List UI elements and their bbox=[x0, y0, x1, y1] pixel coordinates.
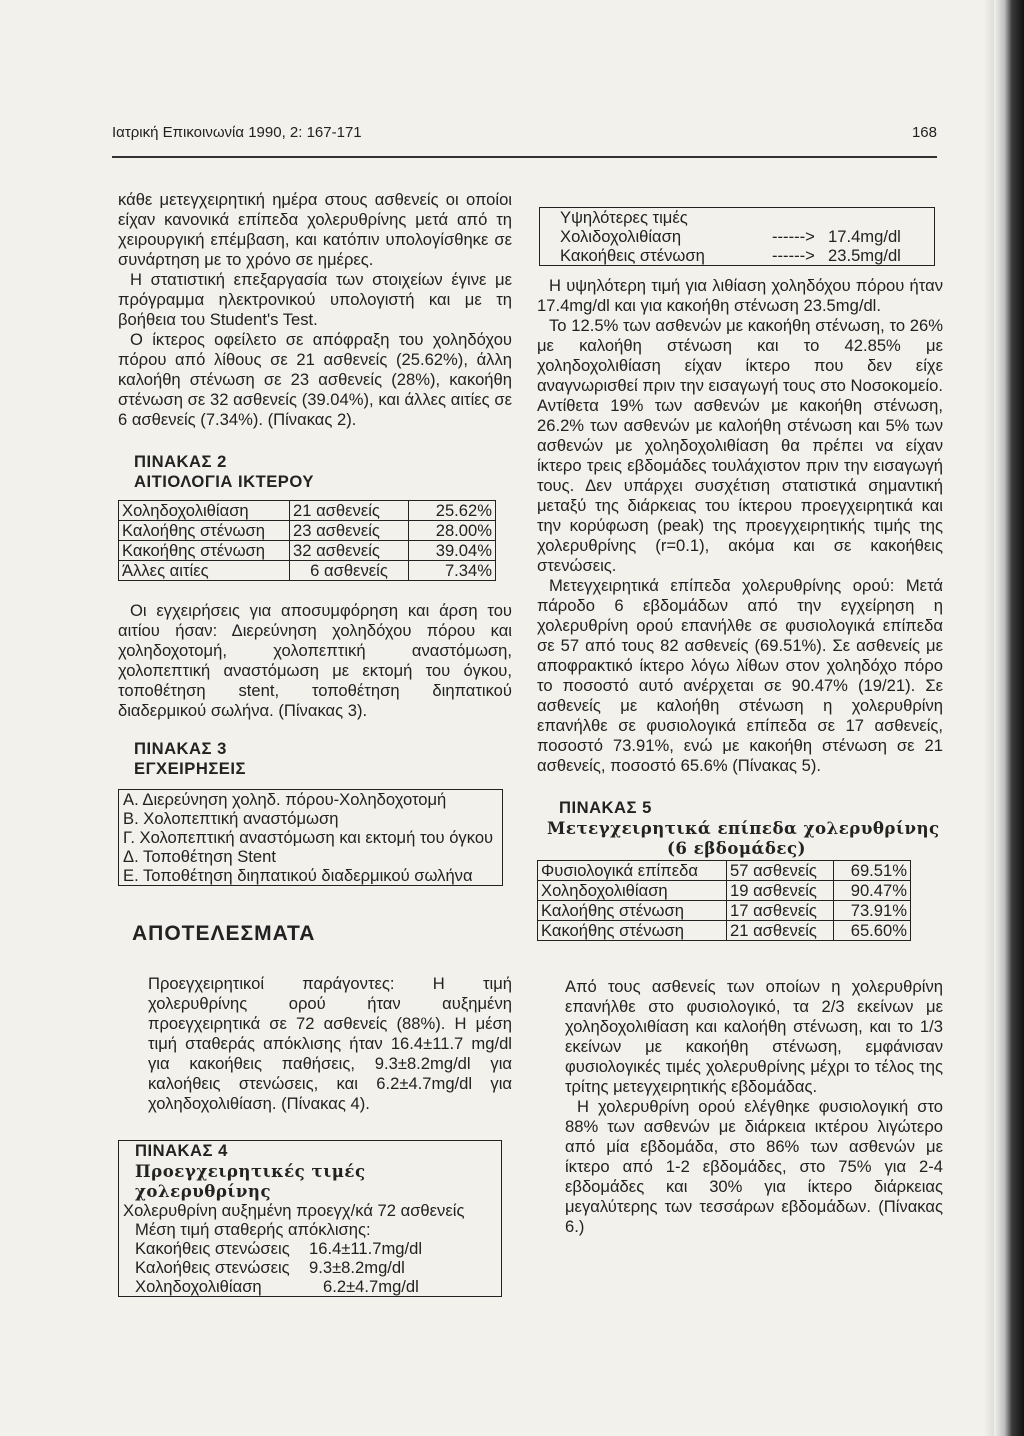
paragraph: κάθε μετεγχειρητική ημέρα στους ασθενείς οι οποίοι είχαν κανονικά επίπεδα χολερυθρίνης μετά από τη χειρουργική επέμβαση, και κατόπιν υπολογίσθηκε σε συνάρτηση με το χρόνο σε ημέρες. bbox=[118, 190, 512, 269]
paragraph: Προεγχειρητικοί παράγοντες: Η τιμή χολερυθρίνης ορού ήταν αυξημένη προεγχειρητικά σε 72 ασθενείς (88%). Η μέση τιμή σταθεράς απόκλισης ήταν 16.4±11.7 mg/dl για κακοήθεις παθήσεις, 9.3±8.2mg/dl για καλοήθεις στενώσεις, και 6.2±4.7mg/dl για χοληδοχολιθίαση. (Πίνακας 4). bbox=[148, 974, 512, 1113]
table-row bbox=[538, 901, 911, 921]
table-5-subtitle-weeks: (6 εβδομάδες) bbox=[667, 838, 806, 858]
page-number: 168 bbox=[911, 124, 937, 141]
table-row bbox=[123, 1258, 497, 1277]
table-cell: Καλοήθης στένωση bbox=[538, 901, 727, 921]
table-cell: Άλλες αιτίες bbox=[119, 561, 290, 581]
table-cell: Φυσιολογικά επίπεδα bbox=[538, 861, 727, 881]
table-2-subtitle: ΑΙΤΙΟΛΟΓΙΑ ΙΚΤΕΡΟΥ bbox=[134, 472, 314, 491]
table-cell: Κακοήθεις στένωση bbox=[560, 246, 705, 265]
table-5 bbox=[537, 860, 911, 941]
table-row bbox=[119, 541, 496, 561]
paragraph: Το 12.5% των ασθενών με κακοήθη στένωση, το 26% με καλοήθη στένωση και το 42.85% με χοληδοχολιθίαση είχαν ίκτερο που δεν είχε αναγνωρισθεί πριν την εισαγωγή τους στο Νοσοκομείο. Αντίθετα 19% των ασθενών με κακοήθη στένωση, 26.2% των ασθενών με καλοήθη στένωση και 5% των ασθενών με χοληδοχολιθίαση θα πρέπει να είχαν ίκτερο τρεις εβδομάδες τουλάχιστον πριν την εισαγωγή τους. Δεν υπάρχει συσχέτιση στατιστικά σημαντική μεταξύ της διάρκειας του ίκτερου προεγχειρητικά και την κορύφωση (peak) της προεγχειρητικής τιμής της χολερυθρίνης (r=0.1), ακόμα και σε κακοήθεις στενώσεις. bbox=[537, 316, 943, 575]
table-cell: 57 ασθενείς bbox=[727, 861, 834, 881]
table-row bbox=[538, 861, 911, 881]
table-cell: 69.51% bbox=[834, 861, 911, 881]
list-item: Α. Διερεύνηση χοληδ. πόρου-Χοληδοχοτομή bbox=[123, 790, 447, 809]
table-cell: ------> bbox=[772, 246, 815, 265]
table-5-subtitle: Μετεγχειρητικά επίπεδα χολερυθρίνης bbox=[547, 818, 940, 838]
table-2-title: ΠΙΝΑΚΑΣ 2 bbox=[134, 452, 227, 471]
header-rule bbox=[112, 156, 937, 158]
paragraph: Ο ίκτερος οφείλετο σε απόφραξη του χοληδόχου πόρου από λίθους σε 21 ασθενείς (25.62%), άλλη καλοήθη στένωση σε 23 ασθενείς (28%), κακοήθη στένωση σε 32 ασθενείς (39.04%), και άλλες αιτίες σε 6 ασθενείς (7.34%). (Πίνακας 2). bbox=[118, 330, 512, 429]
table-row bbox=[119, 501, 496, 521]
table-4-title: ΠΙΝΑΚΑΣ 4 bbox=[135, 1141, 228, 1160]
list-item: Γ. Χολοπεπτική αναστόμωση και εκτομή του όγκου bbox=[123, 828, 494, 847]
table-3 bbox=[118, 789, 503, 886]
table-cell: Χολιδοχολιθίαση bbox=[560, 227, 682, 246]
table-4 bbox=[118, 1140, 502, 1297]
table-cell: Κακοήθης στένωση bbox=[538, 921, 727, 941]
table-3-title: ΠΙΝΑΚΑΣ 3 bbox=[134, 739, 227, 758]
paragraph: Η υψηλότερη τιμή για λιθίαση χοληδόχου πόρου ήταν 17.4mg/dl και για κακοήθη στένωση 23.5mg/dl. bbox=[537, 276, 943, 315]
table-2 bbox=[118, 500, 496, 581]
table-cell: 19 ασθενείς bbox=[727, 881, 834, 901]
table-cell: Καλοήθης στένωση bbox=[119, 521, 290, 541]
table-cell: Χοληδοχολιθίαση bbox=[119, 501, 290, 521]
table-cell: 28.00% bbox=[409, 521, 496, 541]
paragraph: Από τους ασθενείς των οποίων η χολερυθρίνη επανήλθε στο φυσιολογικό, τα 2/3 εκείνων με χοληδοχολιθίαση και καλοήθη στένωση, και το 1/3 εκείνων με κακοήθη στένωση, εμφάνισαν φυσιολογικές τιμές χολερυθρίνης μέχρι το τέλος της τρίτης μετεγχειρητικής εβδομάδας. bbox=[565, 977, 943, 1096]
paragraph: Η στατιστική επεξαργασία των στοιχείων έγινε με πρόγραμμα ηλεκτρονικού υπολογιστή και με τη βοήθεια του Student's Test. bbox=[118, 270, 512, 329]
table-cell: 39.04% bbox=[409, 541, 496, 561]
table-cell: ------> bbox=[772, 227, 815, 246]
paragraph: Μετεγχειρητικά επίπεδα χολερυθρίνης ορού: Μετά πάροδο 6 εβδομάδων από την εγχείρηση η χολερυθρίνη ορού επανήλθε σε φυσιολογικά επίπεδα σε 57 από τους 82 ασθενείς (69.51%). Σε ασθενείς με αποφρακτικό ίκτερο λόγω λίθων στον χοληδόχο πόρο το ποσοστό αυτό ανέρχεται σε 90.47% (19/21). Σε ασθενείς με καλοήθη στένωση η χολερυθρίνη επανήλθε σε φυσιολογικά επίπεδα σε 17 ασθενείς, ποσοστό 73.91%, ενώ με κακοήθη στένωση σε 21 ασθενείς, ποσοστό 65.6% (Πίνακας 5). bbox=[537, 576, 943, 775]
table-cell: 6.2±4.7mg/dl bbox=[323, 1277, 419, 1296]
results-heading: ΑΠΟΤΕΛΕΣΜΑΤΑ bbox=[132, 922, 316, 945]
paragraph: Οι εγχειρήσεις για αποσυμφόρηση και άρση του αιτίου ήσαν: Διερεύνηση χοληδόχου πόρου και χοληδοχοτομή, χολοπεπτική αναστόμωση, χολοπεπτική αναστόμωση με εκτομή του όγκου, τοποθέτηση stent, τοποθέτηση διηπατικού διαδερμικού σωλήνα. (Πίνακας 3). bbox=[118, 601, 512, 720]
table-row bbox=[544, 246, 930, 265]
table-row bbox=[119, 561, 496, 581]
table-cell: Κακοήθεις στενώσεις bbox=[135, 1239, 290, 1258]
table-cell: 6 ασθενείς bbox=[290, 561, 409, 581]
table-cell: 23 ασθενείς bbox=[290, 521, 409, 541]
left-column bbox=[118, 190, 512, 1297]
table-cell: 25.62% bbox=[409, 501, 496, 521]
table-row bbox=[123, 1277, 497, 1296]
table-cell: Κακοήθης στένωση bbox=[119, 541, 290, 561]
table-cell: 32 ασθενείς bbox=[290, 541, 409, 561]
table-row bbox=[123, 1239, 497, 1258]
page-fold-shadow bbox=[984, 0, 994, 1436]
table-cell: 73.91% bbox=[834, 901, 911, 921]
box-title: Υψηλότερες τιμές bbox=[560, 208, 688, 227]
table-cell: Χοληδοχολιθίαση bbox=[538, 881, 727, 901]
table-cell: 9.3±8.2mg/dl bbox=[309, 1258, 405, 1277]
table-cell: 21 ασθενείς bbox=[727, 921, 834, 941]
table-cell: Καλοήθεις στενώσεις bbox=[135, 1258, 290, 1277]
right-column bbox=[537, 207, 943, 1237]
list-item: Β. Χολοπεπτική αναστόμωση bbox=[123, 809, 339, 828]
table-cell: 7.34% bbox=[409, 561, 496, 581]
table-cell: Χοληδοχολιθίαση bbox=[135, 1277, 262, 1296]
table-4-line: Χολερυθρίνη αυξημένη προεγχ/κά 72 ασθενείς bbox=[123, 1201, 465, 1220]
paragraph: Η χολερυθρίνη ορού ελέγθηκε φυσιολογική στο 88% των ασθενών με διάρκεια ικτέρου λιγώτερο από μία εβδομάδα, στο 86% των ασθενών με ίκτερο από 1-2 εβδομάδες, στο 75% για 2-4 εβδομάδες και 30% για ίκτερο διάρκειας μεγαλύτερης των τεσσάρων εβδομάδων. (Πίνακας 6.) bbox=[565, 1097, 943, 1236]
table-cell: 65.60% bbox=[834, 921, 911, 941]
highest-values-box bbox=[539, 207, 935, 266]
journal-citation: Ιατρική Επικοινωνία 1990, 2: 167-171 bbox=[112, 124, 362, 141]
table-cell: 16.4±11.7mg/dl bbox=[309, 1239, 423, 1258]
page-edge bbox=[994, 0, 1024, 1436]
table-cell: 21 ασθενείς bbox=[290, 501, 409, 521]
table-5-title: ΠΙΝΑΚΑΣ 5 bbox=[559, 798, 652, 817]
list-item: Δ. Τοποθέτηση Stent bbox=[123, 847, 276, 866]
table-4-line: Μέση τιμή σταθερής απόκλισης: bbox=[135, 1220, 371, 1239]
table-3-subtitle: ΕΓΧΕΙΡΗΣΕΙΣ bbox=[134, 759, 246, 778]
table-cell: 90.47% bbox=[834, 881, 911, 901]
table-cell: 23.5mg/dl bbox=[828, 246, 901, 265]
table-cell: 17.4mg/dl bbox=[828, 227, 901, 246]
table-row bbox=[538, 881, 911, 901]
table-row bbox=[544, 227, 930, 246]
table-cell: 17 ασθενείς bbox=[727, 901, 834, 921]
table-4-subtitle: Προεγχειρητικές τιμές χολερυθρίνης bbox=[135, 1161, 366, 1201]
table-row bbox=[538, 921, 911, 941]
table-row bbox=[119, 521, 496, 541]
list-item: Ε. Τοποθέτηση διηπατικού διαδερμικού σωλήνα bbox=[123, 866, 473, 885]
